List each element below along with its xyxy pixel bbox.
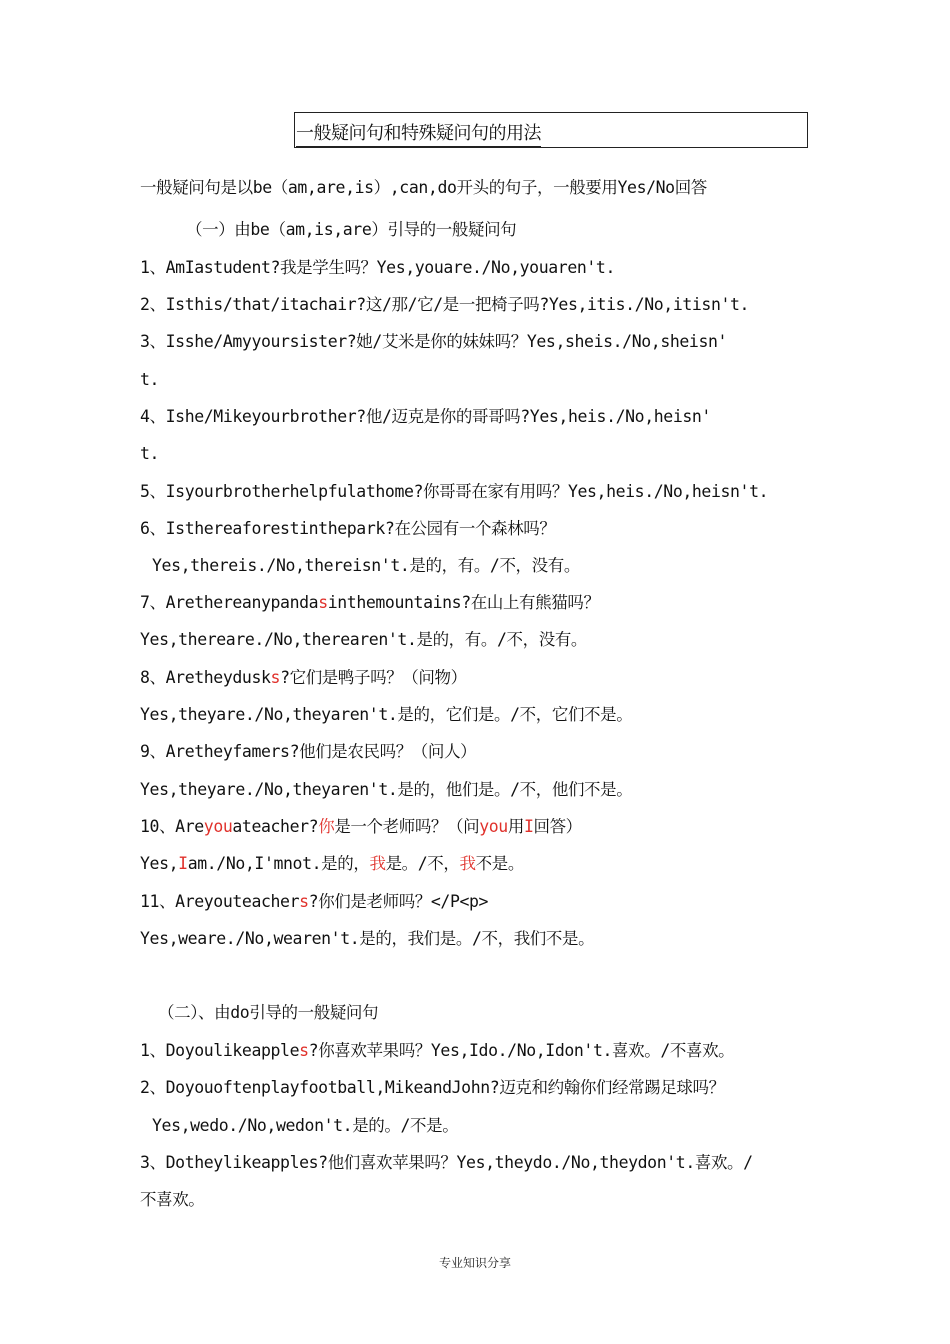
s1-line-11a: [140, 890, 488, 914]
highlight-text: I: [523, 817, 534, 836]
s1-line-8b: Yes,theyare./No,theyaren't.是的，它们是。/不，它们不是。: [140, 705, 633, 724]
s1-line-6a: 6、Isthereaforestinthepark?在公园有一个森林吗？: [140, 519, 556, 538]
highlight-text: s: [270, 668, 281, 687]
s1-line-3b: t.: [140, 370, 160, 389]
s2-line-1: [140, 1039, 734, 1063]
text-segment: ateacher?: [232, 817, 319, 836]
text-segment: 1、Doyoulikeapple: [140, 1041, 300, 1060]
s1-line-1: 1、AmIastudent?我是学生吗？Yes,youare./No,youaren't.: [140, 258, 615, 277]
text-segment: 用: [507, 817, 524, 836]
s1-line-10b: [140, 852, 524, 876]
page-title: 一般疑问句和特殊疑问句的用法: [296, 122, 541, 147]
s1-line-8a: [140, 666, 467, 690]
section1-heading: （一）由be（am,is,are）引导的一般疑问句: [186, 220, 517, 239]
s1-line-9a: 9、Aretheyfamers?他们是农民吗？（问人）: [140, 742, 477, 761]
text-segment: 10、Are: [140, 817, 204, 836]
text-segment: 是一个老师吗？（问: [334, 817, 480, 836]
highlight-text: 我: [459, 854, 476, 873]
s1-line-9b: Yes,theyare./No,theyaren't.是的，他们是。/不，他们不是。: [140, 780, 633, 799]
s2-line-2b: Yes,wedo./No,wedon't.是的。/不是。: [152, 1116, 459, 1135]
text-segment: ?它们是鸭子吗？（问物）: [280, 668, 467, 687]
highlight-text: 你: [318, 817, 335, 836]
s1-line-5: 5、Isyourbrotherhelpfulathome?你哥哥在家有用吗？Yes,heis./No,heisn't.: [140, 482, 769, 501]
highlight-text: s: [299, 892, 309, 911]
s2-line-3a: 3、Dotheylikeapples?他们喜欢苹果吗？Yes,theydo./No,theydon't.喜欢。/: [140, 1153, 753, 1172]
s1-line-3a: 3、Isshe/Amyyoursister?她/艾米是你的妹妹吗？Yes,sheis./No,sheisn': [140, 332, 728, 351]
highlight-text: I: [178, 854, 188, 873]
text-segment: 7、Arethereanypanda: [140, 593, 319, 612]
text-segment: inthemountains?在山上有熊猫吗？: [327, 593, 600, 612]
highlight-text: you: [479, 817, 508, 836]
text-segment: 回答）: [533, 817, 582, 836]
text-segment: 不是。: [475, 854, 524, 873]
s1-line-7b: Yes,thereare./No,therearen't.是的，有。/不，没有。: [140, 630, 588, 649]
section2-heading: （二）、由do引导的一般疑问句: [158, 1003, 379, 1022]
s1-line-4a: 4、Ishe/Mikeyourbrother?他/迈克是你的哥哥吗?Yes,heis./No,heisn': [140, 407, 711, 426]
text-segment: am./No,I'mnot.是的，: [187, 854, 370, 873]
s1-line-10a: [140, 815, 582, 839]
s2-line-3b: 不喜欢。: [140, 1190, 205, 1209]
highlight-text: s: [318, 593, 328, 612]
s1-line-11b: Yes,weare./No,wearen't.是的，我们是。/不，我们不是。: [140, 929, 595, 948]
text-segment: Yes,: [140, 854, 179, 873]
s1-line-6b: Yes,thereis./No,thereisn't.是的，有。/不，没有。: [152, 556, 580, 575]
text-segment: 是。/不，: [385, 854, 460, 873]
text-segment: 11、Areyouteacher: [140, 892, 300, 911]
text-segment: ?你喜欢苹果吗？Yes,Ido./No,Idon't.喜欢。/不喜欢。: [308, 1041, 735, 1060]
highlight-text: s: [299, 1041, 309, 1060]
text-segment: ?你们是老师吗？</P<p>: [308, 892, 489, 911]
page-footer: 专业知识分享: [438, 1256, 511, 1270]
s1-line-2: 2、Isthis/that/itachair?这/那/它/是一把椅子吗?Yes,itis./No,itisn't.: [140, 295, 750, 314]
highlight-text: you: [203, 817, 233, 836]
s2-line-2a: 2、Doyouoftenplayfootball,MikeandJohn?迈克和约翰你们经常踢足球吗？: [140, 1078, 725, 1097]
s1-line-4b: t.: [140, 444, 160, 463]
text-segment: 8、Aretheydusk: [140, 668, 271, 687]
intro-text: 一般疑问句是以be（am,are,is）,can,do开头的句子，一般要用Yes/No回答: [140, 178, 707, 197]
s1-line-7a: [140, 591, 600, 615]
highlight-text: 我: [369, 854, 386, 873]
